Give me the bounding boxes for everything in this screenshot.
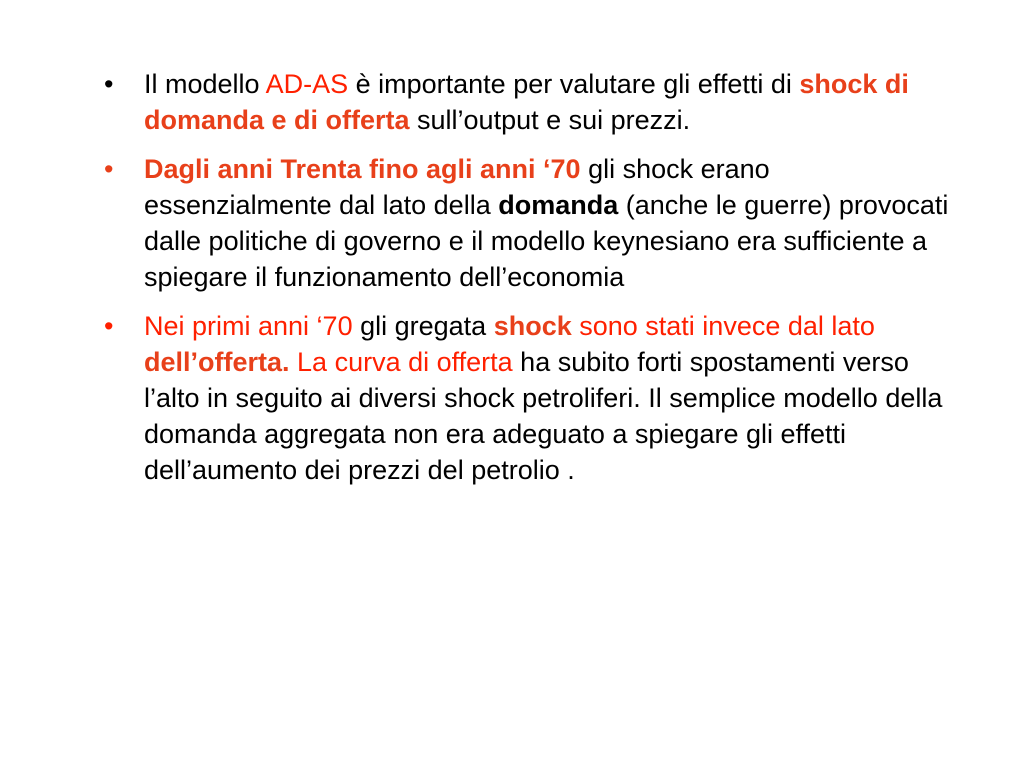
text-run: gli shock erano essenzialmente dal lato della (144, 154, 770, 220)
highlight-sono-stati: sono stati invece dal lato (571, 311, 875, 341)
highlight-nei-primi-anni: Nei primi anni ‘70 (144, 311, 353, 341)
bullet-text (144, 69, 909, 135)
text-run: Il modello (144, 69, 266, 99)
bullet-item-3 (102, 308, 952, 488)
highlight-curva-offerta: La curva di offerta (289, 347, 513, 377)
text-run: è importante per valutare gli effetti di (348, 69, 800, 99)
emphasis-domanda: domanda (498, 190, 619, 220)
bullet-text (144, 311, 942, 485)
text-run: (anche le guerre) provocati dalle politiche di governo e il modello keynesiano era sufficiente a spiegare il funzionamento dell’economia (144, 190, 949, 292)
highlight-shock-domanda-offerta: shock di domanda e di offerta (144, 69, 909, 135)
text-run: gli gregata (352, 311, 494, 341)
highlight-shock: shock (493, 311, 572, 341)
bullet-marker: • (104, 69, 114, 99)
bullet-marker: • (104, 154, 114, 184)
bullet-list (102, 66, 952, 501)
text-run: sull’output e sui prezzi. (409, 105, 691, 135)
bullet-marker: • (104, 311, 114, 341)
highlight-dell-offerta: dell’offerta. (144, 347, 290, 377)
highlight-ad-as: AD-AS (265, 69, 349, 99)
bullet-text (144, 154, 948, 292)
bullet-item-2 (102, 151, 952, 295)
bullet-item-1 (102, 66, 952, 138)
text-run: ha subito forti spostamenti verso l’alto in seguito ai diversi shock petroliferi. Il semplice modello della domanda aggregata non era adeguato a spiegare gli effetti dell’aumento dei prezzi del petrolio . (144, 347, 943, 485)
highlight-anni-trenta: Dagli anni Trenta fino agli anni ‘70 (144, 154, 581, 184)
